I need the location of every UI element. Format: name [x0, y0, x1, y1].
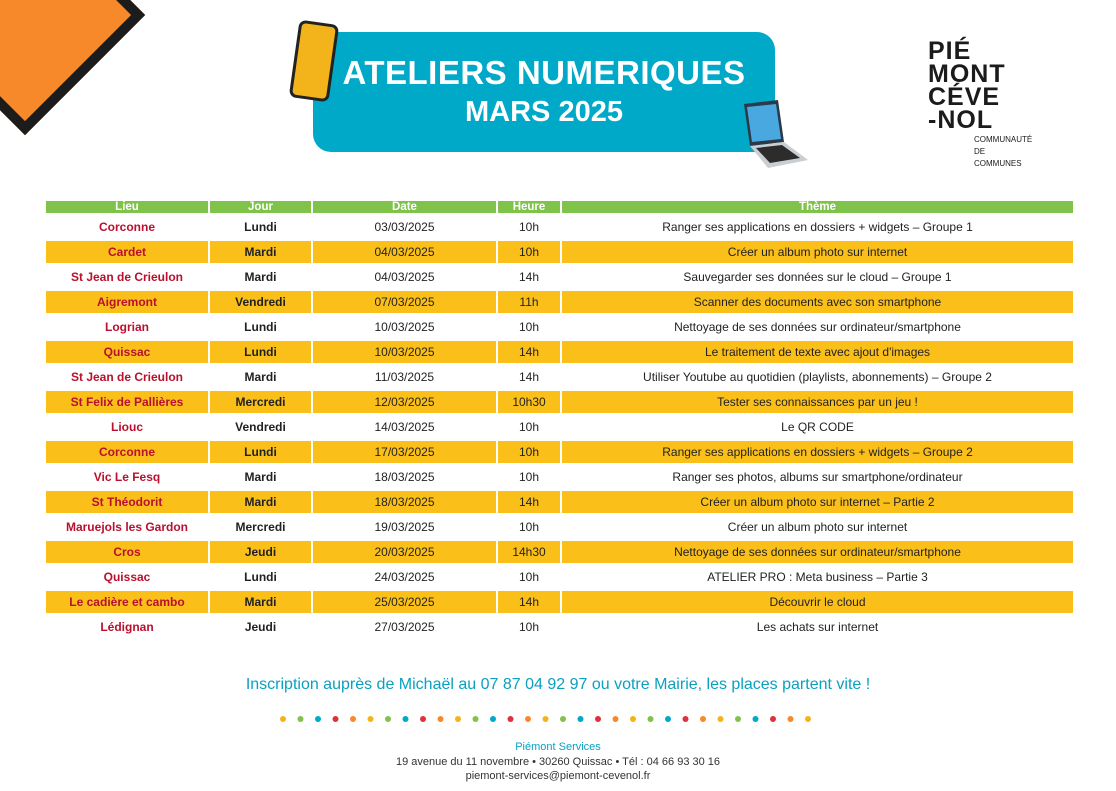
decor-dot: [595, 716, 601, 722]
cell-date: 17/03/2025: [313, 441, 496, 463]
cell-heure: 10h: [498, 441, 560, 463]
cell-lieu: Vic Le Fesq: [93, 470, 161, 484]
cell-heure: 14h: [518, 270, 540, 284]
decor-dot: [525, 716, 531, 722]
table-row: [46, 416, 1073, 438]
cell-jour: Mardi: [210, 241, 311, 263]
cell-lieu: Quissac: [103, 570, 151, 584]
cell-date: 10/03/2025: [374, 320, 435, 334]
decorative-dots: [278, 712, 818, 726]
cell-theme: Nettoyage de ses données sur ordinateur/smartphone: [674, 320, 961, 334]
decor-dot: [280, 716, 286, 722]
cell-heure: 14h30: [498, 541, 560, 563]
decor-dot: [403, 716, 409, 722]
cell-date: 25/03/2025: [313, 591, 496, 613]
decor-dot: [805, 716, 811, 722]
cell-date: 24/03/2025: [374, 570, 435, 584]
decor-dot: [718, 716, 724, 722]
header-date: Date: [313, 201, 496, 213]
cell-jour: Jeudi: [244, 620, 277, 634]
cell-theme: Créer un album photo sur internet: [562, 241, 1073, 263]
cell-theme: Ranger ses photos, albums sur smartphone/ordinateur: [672, 470, 963, 484]
cell-theme: Nettoyage de ses données sur ordinateur/smartphone: [562, 541, 1073, 563]
cell-jour: Mardi: [244, 270, 277, 284]
decor-dot: [455, 716, 461, 722]
cell-date: 07/03/2025: [313, 291, 496, 313]
cell-jour: Lundi: [244, 570, 277, 584]
schedule-table: [44, 198, 1075, 641]
cell-heure: 10h: [518, 620, 540, 634]
decor-dot: [578, 716, 584, 722]
cell-theme: Utiliser Youtube au quotidien (playlists, abonnements) – Groupe 2: [643, 370, 992, 384]
cell-jour: Lundi: [244, 220, 277, 234]
cell-theme: Sauvegarder ses données sur le cloud – Groupe 1: [683, 270, 952, 284]
cell-heure: 10h: [518, 570, 540, 584]
cell-heure: 14h: [498, 341, 560, 363]
cell-jour: Lundi: [244, 320, 277, 334]
table-row: [46, 541, 1073, 563]
cell-jour: Jeudi: [210, 541, 311, 563]
cell-date: 04/03/2025: [374, 270, 435, 284]
decor-dot: [788, 716, 794, 722]
inscription-text: Inscription auprès de Michaël au 07 87 04 92 97 ou votre Mairie, les places partent vite !: [245, 676, 871, 693]
cell-lieu: St Jean de Crieulon: [70, 270, 184, 284]
cell-lieu: Quissac: [46, 341, 208, 363]
table-row: [46, 441, 1073, 463]
table-row: [46, 466, 1073, 488]
cell-heure: 10h30: [498, 391, 560, 413]
cell-date: 14/03/2025: [374, 420, 435, 434]
cell-theme: Ranger ses applications en dossiers + widgets – Groupe 2: [562, 441, 1073, 463]
cell-lieu: St Felix de Pallières: [46, 391, 208, 413]
cell-theme: Découvrir le cloud: [562, 591, 1073, 613]
header-jour: Jour: [210, 201, 311, 213]
decor-dot: [420, 716, 426, 722]
decor-dot: [350, 716, 356, 722]
cell-jour: Mercredi: [235, 520, 286, 534]
decor-dot: [630, 716, 636, 722]
title-banner: [313, 32, 775, 152]
table-row: [46, 266, 1073, 288]
cell-jour: Mercredi: [210, 391, 311, 413]
cell-theme: Scanner des documents avec son smartphone: [562, 291, 1073, 313]
cell-lieu: Logrian: [105, 320, 149, 334]
cell-lieu: Aigremont: [46, 291, 208, 313]
decor-dot: [368, 716, 374, 722]
cell-theme: Créer un album photo sur internet – Partie 2: [562, 491, 1073, 513]
footer-email: piemont-services@piemont-cevenol.fr: [465, 770, 651, 782]
table-row: [46, 491, 1073, 513]
cell-date: 11/03/2025: [374, 370, 435, 384]
cell-heure: 11h: [498, 291, 560, 313]
cell-heure: 10h: [518, 520, 540, 534]
decor-dot: [560, 716, 566, 722]
table-row: [46, 216, 1073, 238]
cell-theme: Le QR CODE: [781, 420, 854, 434]
table-row: [46, 366, 1073, 388]
cell-jour: Mardi: [244, 470, 277, 484]
piemont-cevenol-logo: [928, 37, 1048, 170]
cell-date: 20/03/2025: [313, 541, 496, 563]
decor-dot: [473, 716, 479, 722]
decor-dot: [315, 716, 321, 722]
table-row: [46, 341, 1073, 363]
table-row: [46, 291, 1073, 313]
cell-date: 27/03/2025: [374, 620, 435, 634]
table-row: [46, 616, 1073, 638]
cell-jour: Lundi: [210, 341, 311, 363]
cell-heure: 10h: [518, 420, 540, 434]
cell-lieu: Liouc: [111, 420, 143, 434]
cell-lieu: Corconne: [46, 441, 208, 463]
title-line2: MARS 2025: [465, 96, 623, 128]
decor-dot: [613, 716, 619, 722]
logo-line3: -NOL: [928, 106, 994, 134]
cell-date: 19/03/2025: [374, 520, 435, 534]
cell-jour: Vendredi: [235, 420, 286, 434]
table-row: [46, 391, 1073, 413]
cell-jour: Mardi: [210, 591, 311, 613]
cell-date: 04/03/2025: [313, 241, 496, 263]
cell-lieu: Corconne: [98, 220, 155, 234]
cell-lieu: Cardet: [46, 241, 208, 263]
cell-heure: 10h: [518, 220, 540, 234]
cell-jour: Vendredi: [210, 291, 311, 313]
decor-dot: [753, 716, 759, 722]
table-row: [46, 591, 1073, 613]
logo-line2: CÉVE: [928, 83, 1001, 111]
logo-sub2: DE: [974, 147, 986, 156]
cell-date: 12/03/2025: [313, 391, 496, 413]
cell-lieu: Le cadière et cambo: [46, 591, 208, 613]
cell-heure: 10h: [518, 320, 540, 334]
cell-date: 10/03/2025: [313, 341, 496, 363]
cell-lieu: Cros: [46, 541, 208, 563]
table-row: [46, 516, 1073, 538]
footer-org: Piémont Services: [515, 741, 601, 753]
cell-date: 18/03/2025: [313, 491, 496, 513]
corner-decoration: [0, 0, 145, 135]
cell-date: 03/03/2025: [374, 220, 435, 234]
header-theme: Thème: [562, 201, 1073, 213]
decor-dot: [490, 716, 496, 722]
decor-dot: [508, 716, 514, 722]
decor-dot: [385, 716, 391, 722]
cell-lieu: St Jean de Crieulon: [70, 370, 184, 384]
header-lieu: Lieu: [46, 201, 208, 213]
table-row: [46, 566, 1073, 588]
cell-heure: 10h: [498, 241, 560, 263]
table-row: [46, 241, 1073, 263]
cell-theme: Les achats sur internet: [756, 620, 879, 634]
cell-lieu: Maruejols les Gardon: [65, 520, 189, 534]
cell-theme: ATELIER PRO : Meta business – Partie 3: [707, 570, 928, 584]
cell-heure: 14h: [498, 591, 560, 613]
decor-dot: [683, 716, 689, 722]
decor-dot: [438, 716, 444, 722]
cell-theme: Tester ses connaissances par un jeu !: [562, 391, 1073, 413]
decor-dot: [735, 716, 741, 722]
decor-dot: [700, 716, 706, 722]
cell-jour: Lundi: [210, 441, 311, 463]
cell-heure: 14h: [498, 491, 560, 513]
table-header-row: [46, 201, 1073, 213]
cell-jour: Mardi: [210, 491, 311, 513]
cell-theme: Créer un album photo sur internet: [727, 520, 908, 534]
laptop-icon: [738, 100, 808, 168]
header-heure: Heure: [498, 201, 560, 213]
cell-lieu: St Théodorit: [46, 491, 208, 513]
logo-sub3: COMMUNES: [974, 159, 1022, 168]
cell-lieu: Lédignan: [100, 620, 154, 634]
cell-heure: 14h: [518, 370, 540, 384]
decor-dot: [665, 716, 671, 722]
cell-theme: Ranger ses applications en dossiers + widgets – Groupe 1: [662, 220, 973, 234]
footer: [0, 740, 1116, 784]
cell-heure: 10h: [518, 470, 540, 484]
logo-sub1: COMMUNAUTÉ: [974, 135, 1033, 144]
logo-line1: PIÉ MONT: [928, 37, 1006, 88]
cell-date: 18/03/2025: [374, 470, 435, 484]
cell-theme: Le traitement de texte avec ajout d'images: [562, 341, 1073, 363]
decor-dot: [648, 716, 654, 722]
decor-dot: [298, 716, 304, 722]
title-line1: ATELIERS NUMERIQUES: [342, 54, 746, 91]
decor-dot: [543, 716, 549, 722]
decor-dot: [333, 716, 339, 722]
table-row: [46, 316, 1073, 338]
footer-address: 19 avenue du 11 novembre • 30260 Quissac • Tél : 04 66 93 30 16: [395, 755, 721, 768]
cell-jour: Mardi: [244, 370, 277, 384]
decor-dot: [770, 716, 776, 722]
